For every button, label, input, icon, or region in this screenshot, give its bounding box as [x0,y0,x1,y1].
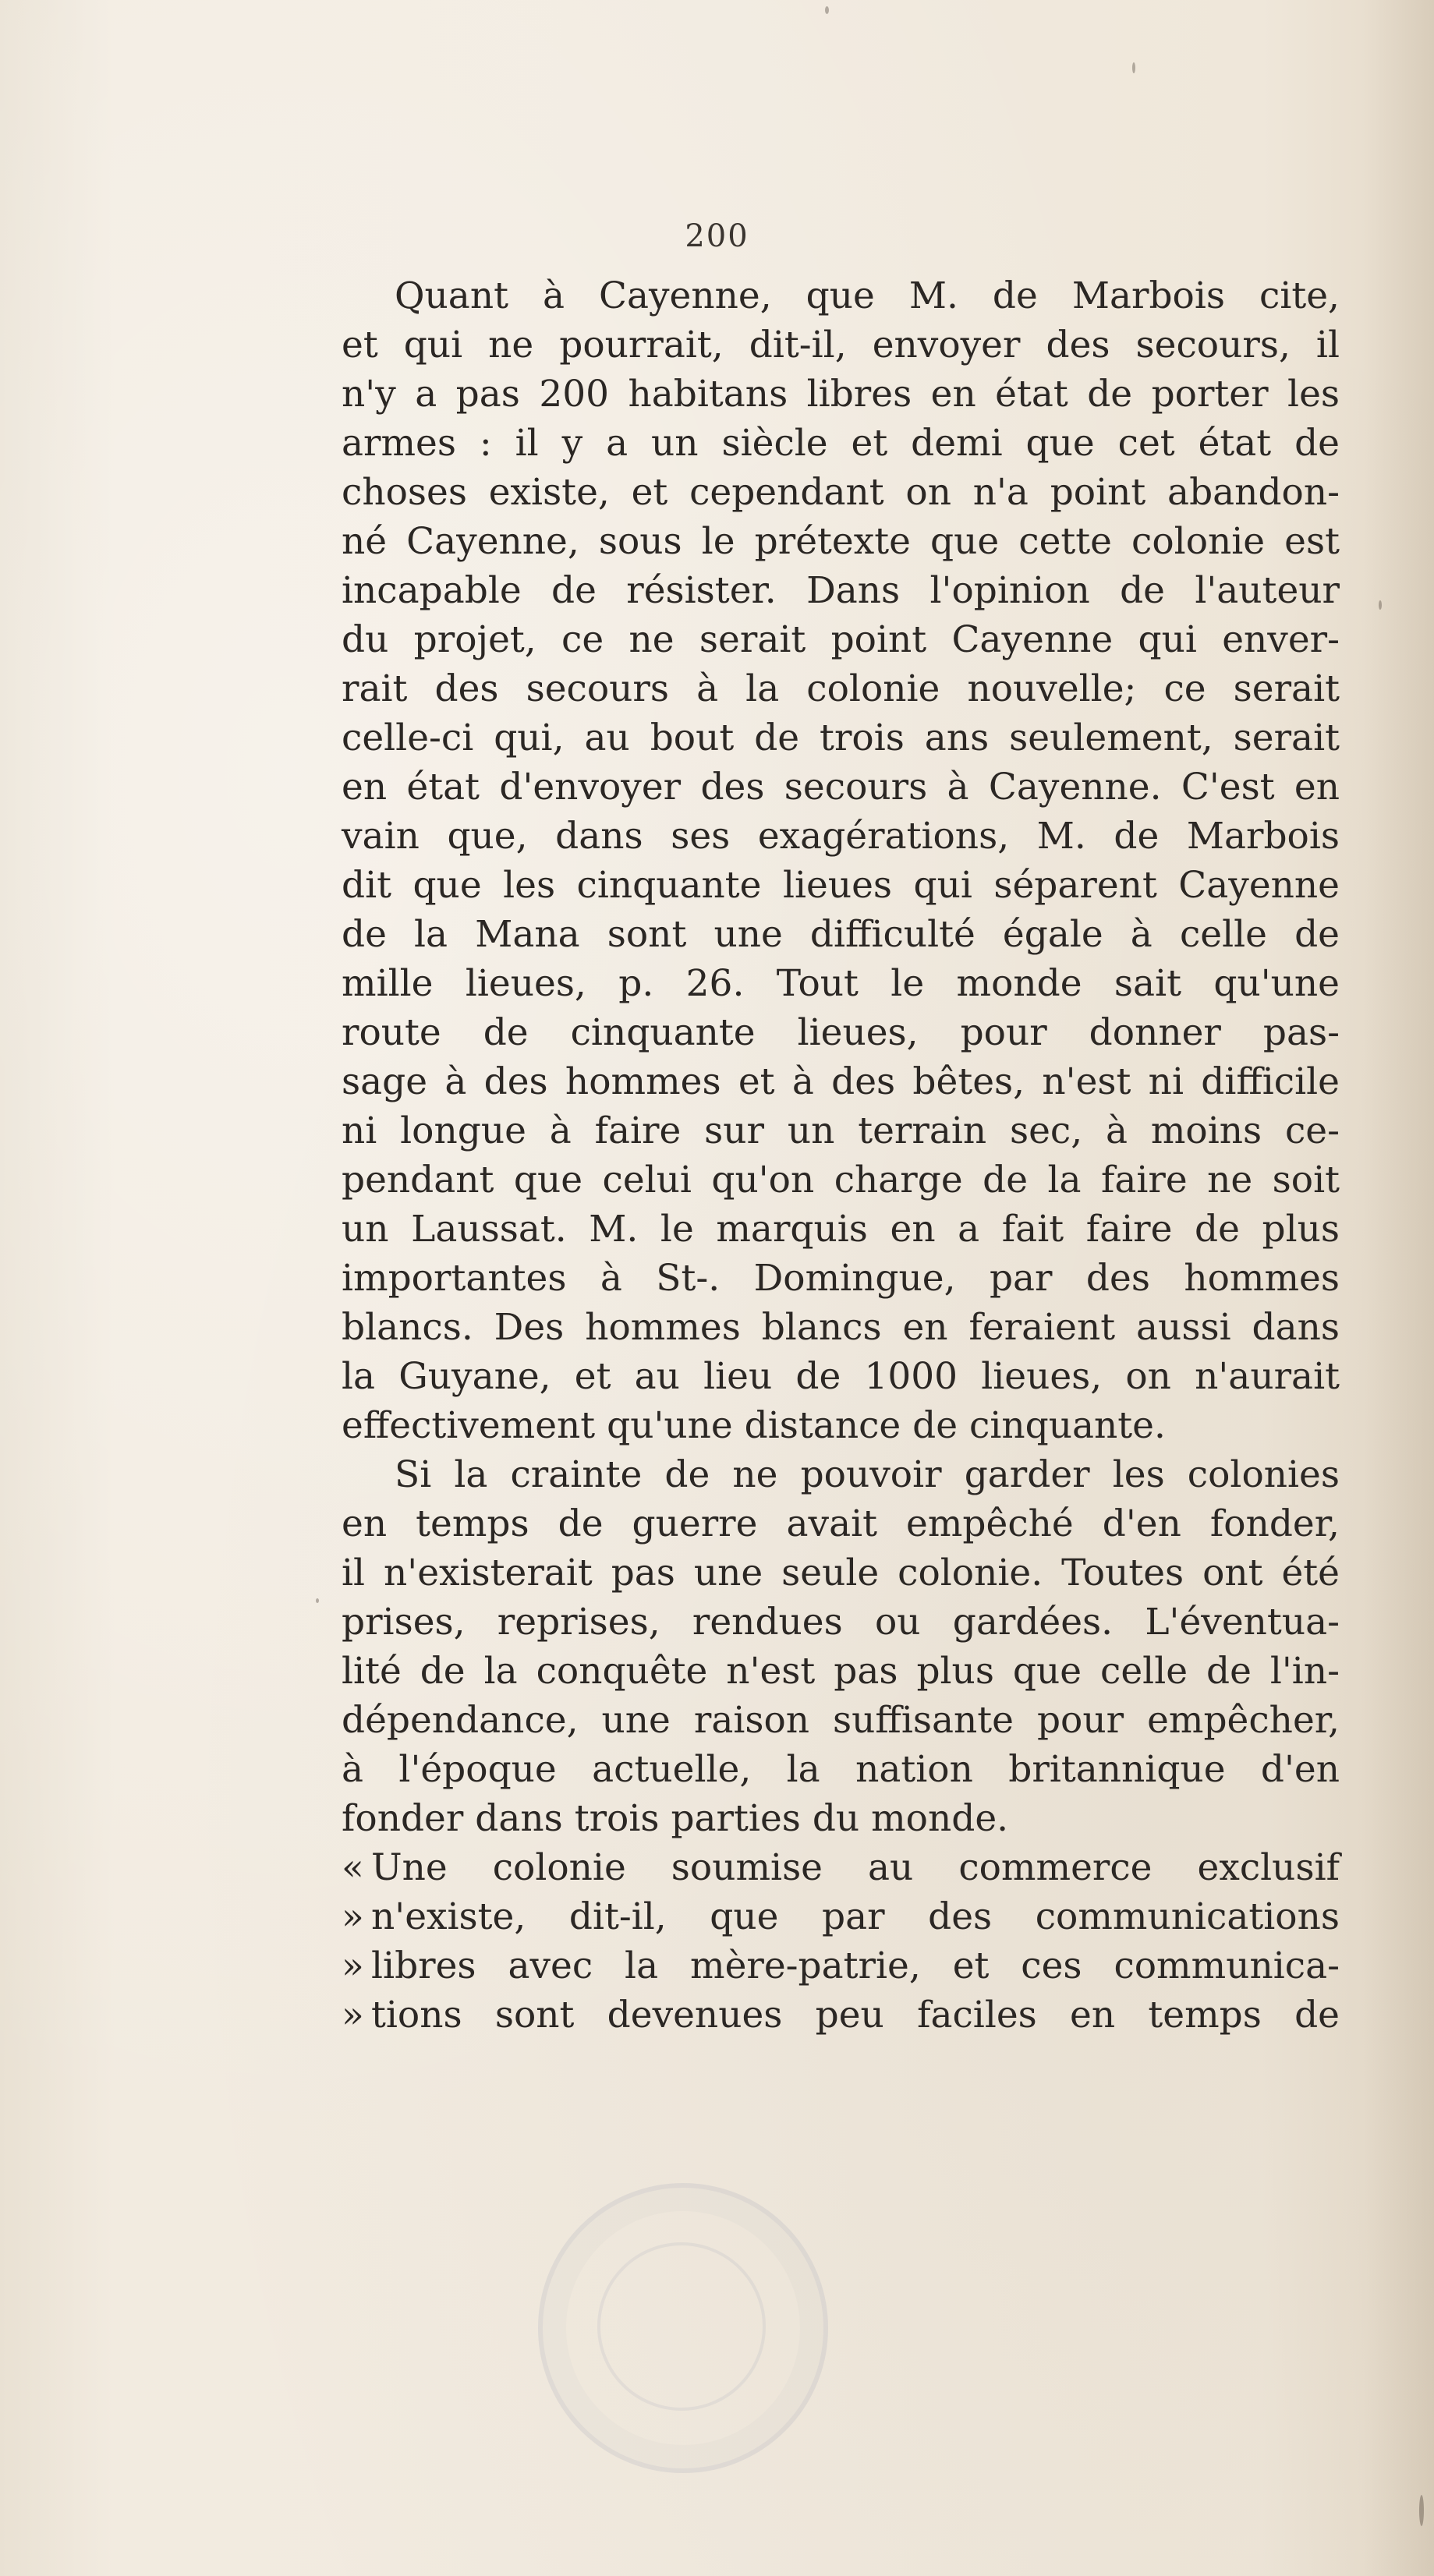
quote-text: tions sont devenues peu faciles en temps de [371,1994,1340,2036]
text-line: il n'existerait pas une seule colonie. Toutes ont été [342,1552,1340,1594]
paper-speck [1419,2495,1424,2526]
quote-text: Une colonie soumise au commerce exclusif [371,1846,1340,1889]
quote-text: libres avec la mère-patrie, et ces communica- [371,1944,1340,1987]
text-line: vain que, dans ses exagérations, M. de Marbois [342,815,1340,858]
text-line: fonder dans trois parties du monde. [342,1797,1009,1840]
text-line: rait des secours à la colonie nouvelle; ce serait [342,667,1340,710]
quotation-block [342,1843,1340,2040]
quote-mark: « [342,1846,364,1889]
text-line: Si la crainte de ne pouvoir garder les colonies [395,1453,1340,1496]
text-line: armes : il y a un siècle et demi que cet état de [342,422,1340,465]
library-stamp [538,2183,828,2473]
text-line: prises, reprises, rendues ou gardées. L'éventua- [342,1601,1340,1644]
text-line: pendant que celui qu'on charge de la faire ne soit [342,1159,1340,1201]
quote-mark: » [342,1944,364,1987]
text-line: importantes à St-. Domingue, par des hommes [342,1257,1340,1300]
text-line: ni longue à faire sur un terrain sec, à moins ce- [342,1109,1340,1152]
paper-speck [316,1598,319,1603]
text-line: la Guyane, et au lieu de 1000 lieues, on n'aurait [342,1355,1340,1398]
quote-line [342,1990,1340,2040]
text-line: né Cayenne, sous le prétexte que cette colonie est [342,520,1340,563]
paragraph-lines [342,271,1340,1843]
text-line: choses existe, et cependant on n'a point abandon- [342,471,1340,514]
library-stamp-inner-ring [597,2242,766,2411]
text-line: blancs. Des hommes blancs en feraient aussi dans [342,1306,1340,1349]
text-line: lité de la conquête n'est pas plus que celle de l'in- [342,1650,1340,1693]
text-line: mille lieues, p. 26. Tout le monde sait qu'une [342,962,1340,1005]
quote-text: n'existe, dit-il, que par des communications [371,1895,1340,1938]
text-line: du projet, ce ne serait point Cayenne qui enver- [342,618,1340,661]
text-line: route de cinquante lieues, pour donner pas- [342,1011,1340,1054]
page-number: 200 [685,218,749,254]
quote-line [342,1843,1340,1892]
text-line: incapable de résister. Dans l'opinion de l'auteur [342,569,1340,612]
text-line: dit que les cinquante lieues qui séparent Cayenne [342,864,1340,907]
text-line: en temps de guerre avait empêché d'en fonder, [342,1502,1340,1545]
quote-mark: » [342,1895,364,1938]
text-line: Quant à Cayenne, que M. de Marbois cite, [395,274,1340,317]
quote-mark: » [342,1994,364,2036]
text-line: n'y a pas 200 habitans libres en état de porter les [342,373,1340,416]
text-line: à l'époque actuelle, la nation britannique d'en [342,1748,1340,1791]
paper-speck [825,6,829,14]
text-line: dépendance, une raison suffisante pour empêcher, [342,1699,1340,1742]
body-text [342,271,1340,2040]
quote-line [342,1941,1340,1990]
paper-speck [1132,62,1135,73]
page-edge-shadow [1364,0,1434,2576]
paper-speck [1379,600,1382,610]
quote-line [342,1892,1340,1941]
text-line: de la Mana sont une difficulté égale à celle de [342,913,1340,956]
text-line: et qui ne pourrait, dit-il, envoyer des secours, il [342,324,1340,366]
text-line: un Laussat. M. le marquis en a fait faire de plus [342,1208,1340,1251]
text-line: en état d'envoyer des secours à Cayenne. C'est en [342,766,1340,809]
text-line: sage à des hommes et à des bêtes, n'est ni difficile [342,1060,1340,1103]
text-line: effectivement qu'une distance de cinquante. [342,1404,1166,1447]
text-line: celle-ci qui, au bout de trois ans seulement, serait [342,717,1340,759]
